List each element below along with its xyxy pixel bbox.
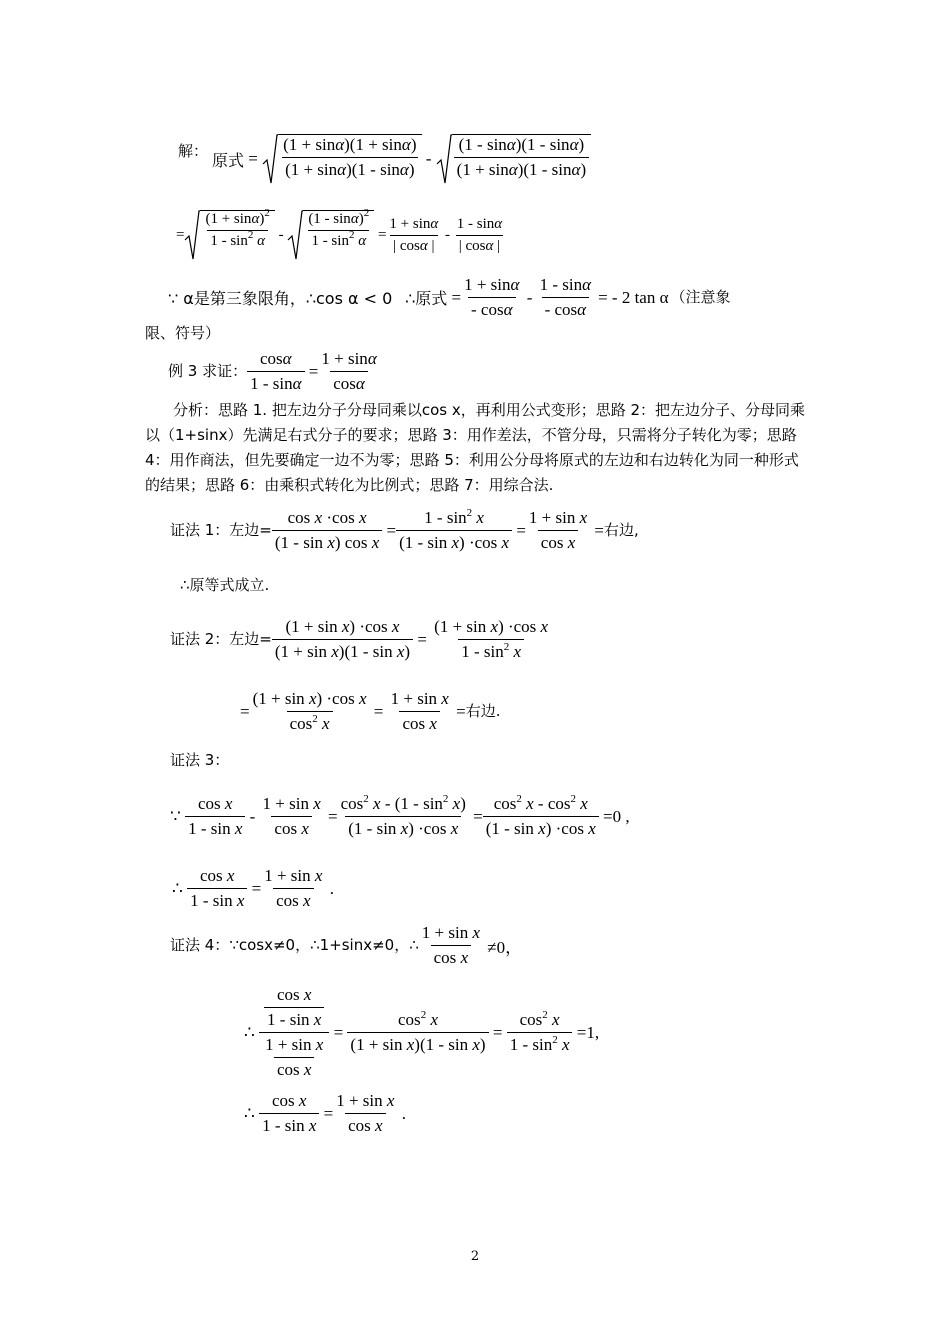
proof4-condition-line: 证法 4： ∵cosx≠0，∴1+sinx≠0，∴ $\frac{\text{1 + sin x}}{\text{cos x}}$ ≠0， [170, 923, 523, 967]
proof2-label: 证法 2：左边= [170, 630, 272, 648]
proof3-label: 证法 3： [170, 751, 230, 769]
step1-result: ∴原式 [405, 289, 448, 308]
proof2-equation-1: 证法 2：左边= $\frac{\text{(1 + sin x) ·cos x}}{\text{(1 + sin x)(1 - sin x)}}$ = $\frac{\text{(1 + sin x) ·cos x}}{1 - \sin^2 x}$ [170, 617, 549, 661]
example3-label: 例 3 求证： [168, 362, 248, 380]
page-number: 2 [470, 1249, 480, 1264]
proof4-equation-1: ∴ $\frac{\frac{\text{cos x}}{\text{1 - sin x}}}{\frac{\text{1 + sin x}}{\text{cos x}}}$ = $\frac{\cos^2 x}{\text{(1 + sin x)(1 - sin x)}}$ = $\frac{\cos^2 x}{1 - \sin^2 x}$ =1, [244, 985, 600, 1079]
proof3-equation-1: ∵ $\frac{\text{cos x}}{\text{1 - sin x}}$ - $\frac{\text{1 + sin x}}{\text{cos x}}$ = $\frac{\cos^2 x - (1 - \sin^2 x)}{\text{(1 - sin x) ·cos x}}$ = $\frac{\cos^2 x - \cos^2 x}{\text{(1 - sin x) ·cos x}}$ =0 , [170, 793, 630, 838]
proof1-right-side: 右边, [604, 521, 639, 539]
step1-note: ∵ α是第三象限角，∴cos α < 0 [168, 289, 393, 308]
solution-note: （注意象 [670, 288, 731, 306]
analysis-paragraph: 分析：思路 1. 把左边分子分母同乘以cos x，再利用公式变形；思路 2：把左边分子、分母同乘以（1+sinx）先满足右式分子的要求；思路 3：用作差法，不管分母，只需将分子转化为零；思路 4：用作商法，但先要确定一边不为零；思路 5：利用公分母将原式的左边和右边转化为同一种形式的结果；思路 6：由乘积式转化为比例式；思路 7：用综合法. [145, 401, 806, 494]
proof4-equation-2: ∴ $\frac{\text{cos x}}{\text{1 - sin x}}$ = $\frac{\text{1 + sin x}}{\text{cos x}}$ . [244, 1091, 406, 1135]
orig-expr-label: 原式 [212, 150, 245, 170]
proof1-label: 证法 1：左边= [170, 521, 272, 539]
solution-equation-2: = $\frac{(1 + \sin\alpha)^2}{1 - \sin^2 \alpha}$ - $\frac{(1 - \sin\alpha)^2}{1 - \sin^2 \alpha}$ = $\frac{1 + \sin\alpha}{| \cos\alpha |}$ - $\frac{1 - \sin\alpha}{| \cos\alpha |}$ [176, 210, 505, 260]
example3-statement: 例 3 求证： $\frac{\cos\alpha}{1 - \sin\alpha}$ = $\frac{1 + \sin\alpha}{\cos\alpha}$ [168, 349, 377, 393]
proof3-equation-2: ∴ $\frac{\text{cos x}}{\text{1 - sin x}}$ = $\frac{\text{1 + sin x}}{\text{cos x}}$ . [172, 866, 334, 910]
solution-equation-3: ∵ α是第三象限角，∴cos α < 0 ∴原式 = $\frac{1 + \sin\alpha}{- \cos\alpha}$ - $\frac{1 - \sin\alpha}{- \cos\alpha}$ = - 2 tan α （注意象 [168, 275, 731, 319]
proof2-right-side: 右边. [465, 702, 501, 720]
solution-note-cont: 限、符号） [145, 324, 221, 342]
solution-label: 解： [178, 142, 209, 160]
solution-equation-1: 原式 = $\frac{(1 + \sin\alpha)(1 + \sin\alpha)}{(1 + \sin\alpha)(1 - \sin\alpha)}$ - $\frac{(1 - \sin\alpha)(1 - \sin\alpha)}{(1 + \sin\alpha)(1 - \sin\alpha)}$ [212, 134, 591, 184]
proof1-equation: 证法 1：左边= $\frac{\text{cos x ·cos x}}{\text{(1 - sin x) cos x}}$ = $\frac{1 - \sin^2 x}{\text{(1 - sin x) ·cos x}}$ = $\frac{\text{1 + sin x}}{\text{cos x}}$ = 右边, [170, 507, 639, 552]
proof2-equation-2: = $\frac{\text{(1 + sin x) ·cos x}}{\cos^2 x}$ = $\frac{\text{1 + sin x}}{\text{cos x}}$ = 右边. [240, 689, 501, 733]
proof4-label: 证法 4： [170, 936, 230, 954]
solution-result: = - 2 tan α [598, 287, 669, 307]
proof4-condition: ∵cosx≠0，∴1+sinx≠0，∴ [229, 936, 419, 954]
proof1-conclusion: ∴原等式成立. [180, 576, 270, 594]
